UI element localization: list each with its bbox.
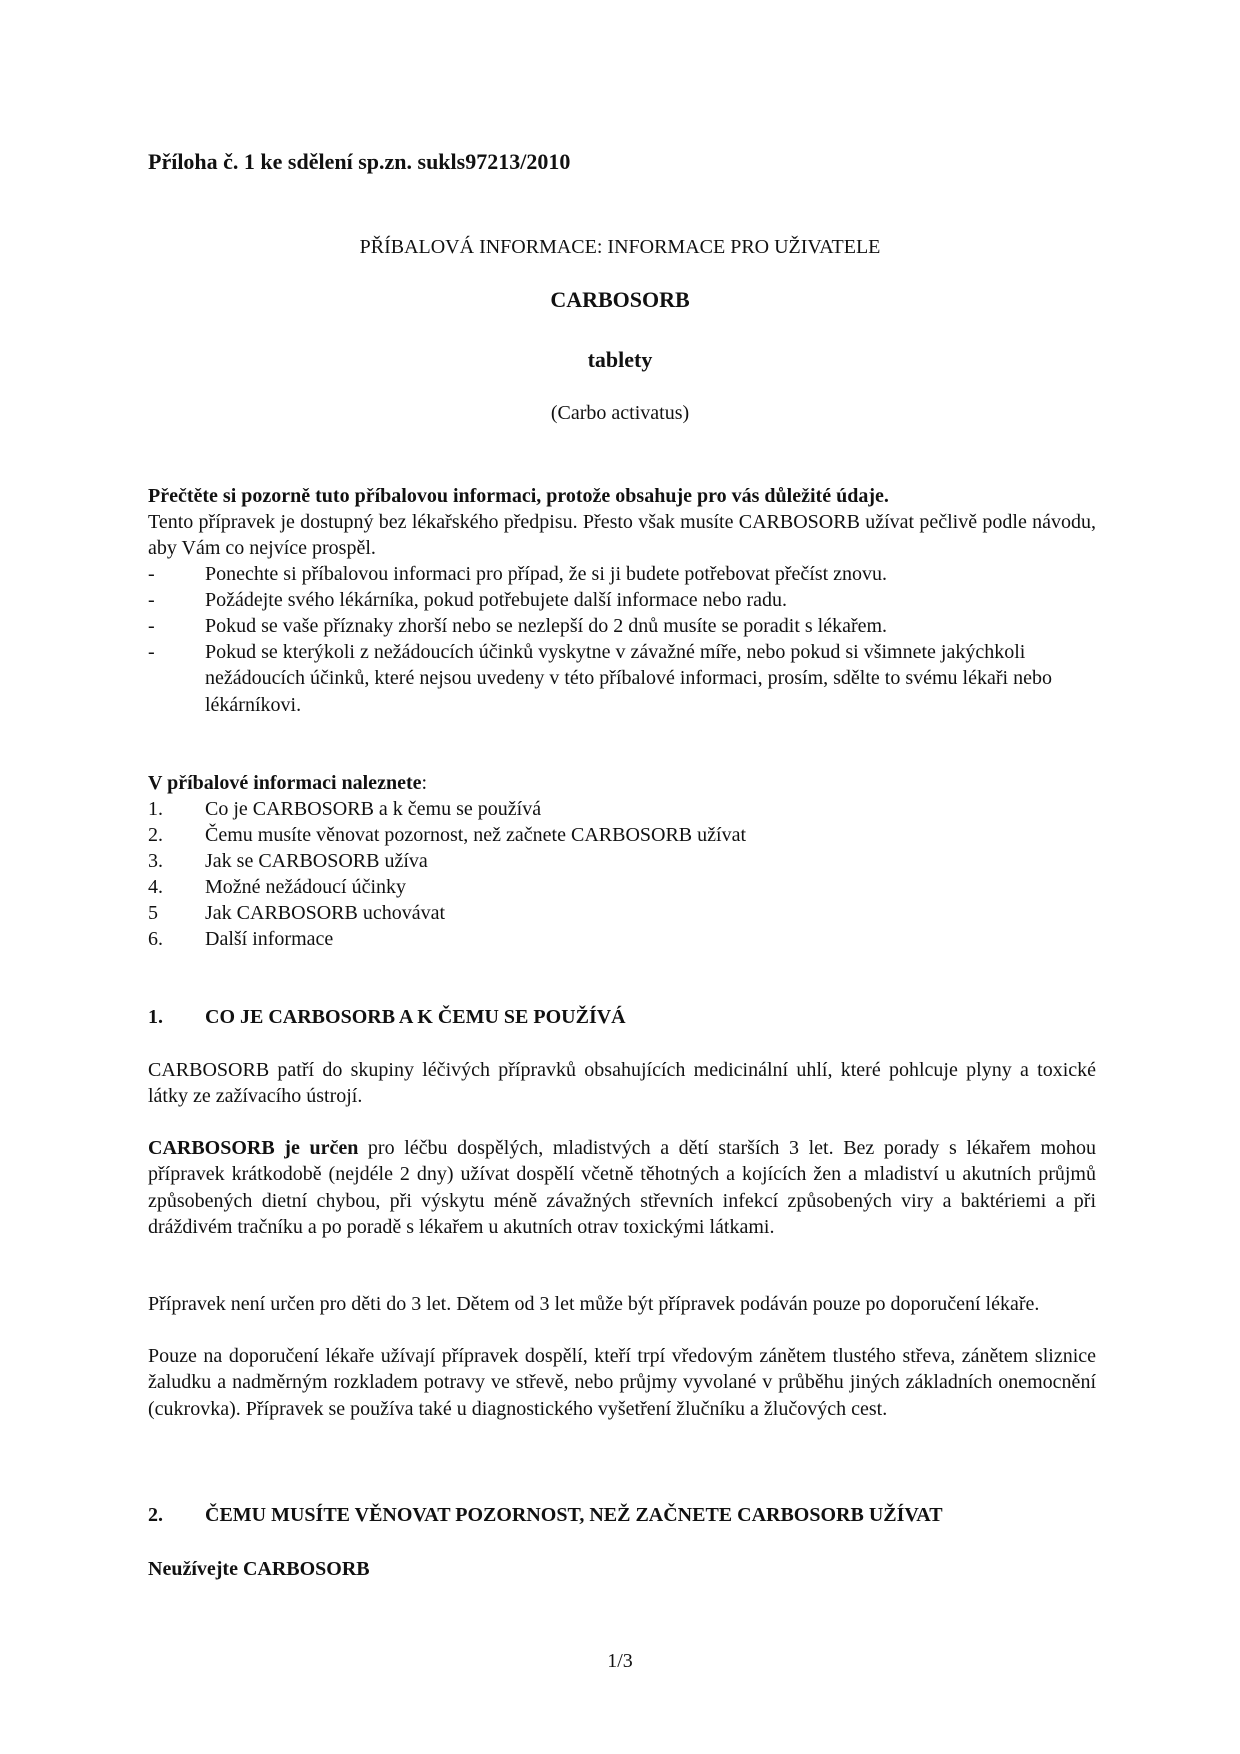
leaflet-heading: PŘÍBALOVÁ INFORMACE: INFORMACE PRO UŽIVATELE (359, 236, 881, 258)
product-name: CARBOSORB (550, 287, 690, 312)
section-1-heading (148, 1004, 626, 1030)
toc-text: Jak se CARBOSORB užíva (205, 850, 428, 872)
section-1-paragraph-3: Přípravek není určen pro děti do 3 let. Dětem od 3 let může být přípravek podáván pouze po doporučení lékaře. (148, 1293, 1040, 1315)
paragraph-lead: CARBOSORB je určen (148, 1137, 359, 1159)
section-1-paragraph-2 (148, 1135, 1096, 1241)
annex-title: Příloha č. 1 ke sdělení sp.zn. sukls97213/2010 (148, 149, 571, 174)
toc-number: 5 (148, 902, 158, 924)
section-1-paragraph-1: CARBOSORB patří do skupiny léčivých přípravků obsahujících medicinální uhlí, které pohlcuje plyny a toxické látky ze zažívacího ústrojí. (148, 1059, 1096, 1108)
dosage-form: tablety (587, 347, 653, 372)
bullet-text: Pokud se kterýkoli z nežádoucích účinků vyskytne v závažné míře, nebo pokud si všimnete jakýchkoli nežádoucích účinků, které nejsou uvedeny v této příbalové informaci, prosím, sdělte to svému lékaři nebo lékárníkovi. (205, 641, 1052, 716)
toc-text: Čemu musíte věnovat pozornost, než začnete CARBOSORB užívat (205, 824, 747, 846)
section-title: ČEMU MUSÍTE VĚNOVAT POZORNOST, NEŽ ZAČNETE CARBOSORB UŽÍVAT (205, 1504, 943, 1526)
toc-text: Možné nežádoucí účinky (205, 876, 407, 898)
bullet-mark: - (148, 563, 155, 585)
section-title: CO JE CARBOSORB A K ČEMU SE POUŽÍVÁ (205, 1006, 626, 1028)
toc-number: 3. (148, 850, 163, 872)
section-2-heading (148, 1502, 943, 1528)
bullet-mark: - (148, 641, 155, 663)
toc-number: 6. (148, 928, 163, 950)
section-2-subheading: Neužívejte CARBOSORB (148, 1558, 370, 1580)
toc-number: 4. (148, 876, 163, 898)
toc-title: V příbalové informaci naleznete (148, 772, 422, 794)
bullet-mark: - (148, 589, 155, 611)
toc-title-line (148, 770, 427, 796)
intro-text: Tento přípravek je dostupný bez lékařského předpisu. Přesto však musíte CARBOSORB užívat pečlivě podle návodu, aby Vám co nejvíce prospěl. (148, 511, 1096, 560)
section-number: 2. (148, 1504, 163, 1526)
toc-text: Další informace (205, 928, 334, 950)
bullet-mark: - (148, 615, 155, 637)
paragraph-body: pro léčbu dospělých, mladistvých a dětí starších 3 let. Bez porady s lékařem mohou přípravek krátkodobě (nejdéle 2 dny) užívat dospělí včetně těhotných a kojících žen a mladiství u akutních průjmů způsobených dietní chybou, při výskytu méně závažných střevních infekcí způsobených viry a baktériemi a při dráždivém tračníku a po poradě s lékařem u akutních otrav toxickými látkami. (148, 1137, 1096, 1239)
page-number: 1/3 (607, 1650, 633, 1672)
toc-colon: : (421, 772, 428, 794)
active-substance: (Carbo activatus) (550, 402, 690, 424)
toc-text: Co je CARBOSORB a k čemu se používá (205, 798, 542, 820)
bullet-text: Pokud se vaše příznaky zhorší nebo se nezlepší do 2 dnů musíte se poradit s lékařem. (205, 615, 888, 637)
toc-number: 2. (148, 824, 163, 846)
toc-text: Jak CARBOSORB uchovávat (205, 902, 445, 924)
bullet-text: Ponechte si příbalovou informaci pro případ, že si ji budete potřebovat přečíst znovu. (205, 563, 888, 585)
bullet-text: Požádejte svého lékárníka, pokud potřebujete další informace nebo radu. (205, 589, 788, 611)
section-number: 1. (148, 1006, 163, 1028)
toc-number: 1. (148, 798, 163, 820)
intro-bold-line: Přečtěte si pozorně tuto příbalovou informaci, protože obsahuje pro vás důležité údaje. (148, 485, 889, 507)
section-1-paragraph-4: Pouze na doporučení lékaře užívají přípravek dospělí, kteří trpí vředovým zánětem tlustého střeva, zánětem sliznice žaludku a nadměrným rozkladem potravy ve střevě, nebo průjmy vyvolané v průběhu jiných základních onemocnění (cukrovka). Přípravek se používa také u diagnostického vyšetření žlučníku a žlučových cest. (148, 1345, 1096, 1420)
